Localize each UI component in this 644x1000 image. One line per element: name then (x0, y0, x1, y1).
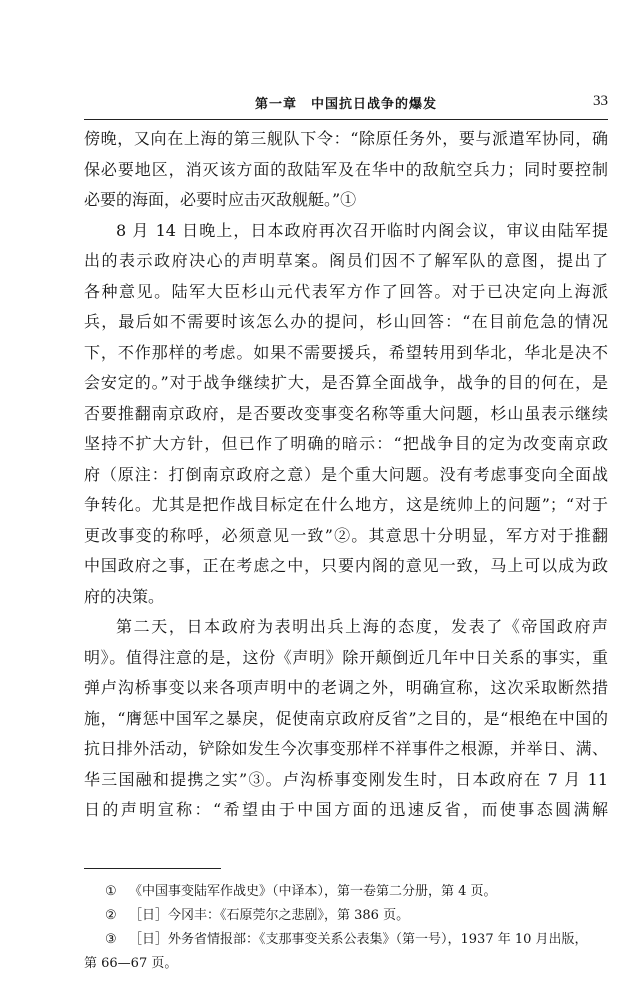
text-line: 兵，最后如不需要时该怎么办的提问，杉山回答：“在目前危急的情况 (84, 312, 608, 331)
footnote-text: 《中国事变陆军作战史》（中译本），第一卷第二分册，第 4 页。 (129, 884, 497, 899)
text-line: 中国政府之事，正在考虑之中，只要内阁的意见一致，马上可以成为政 (84, 556, 608, 575)
body-text (84, 124, 608, 826)
footnote-text: ［日］外务省情报部：《支那事变关系公表集》（第一号），1937 年 10 月出版， (129, 932, 588, 947)
text-line: 府（原注：打倒南京政府之意）是个重大问题。没有考虑事变向全面战 (84, 464, 608, 484)
text-line: 日的声明宣称：“希望由于中国方面的迅速反省，而使事态圆满解 (84, 800, 608, 819)
text-line: 第二天，日本政府为表明出兵上海的态度，发表了《帝国政府声 (116, 617, 608, 636)
text-line: 下，不作那样的考虑。如果不需要援兵，希望转用到华北，华北是决不 (84, 342, 608, 362)
footnote-item (84, 880, 608, 904)
text-line: 争转化。尤其是把作战目标定在什么地方，这是统帅上的问题”；“对于 (84, 495, 608, 514)
footnote-marker: ③ (105, 932, 117, 947)
running-header (84, 93, 608, 115)
text-line: 保必要地区，消灭该方面的敌陆军及在华中的敌航空兵力；同时要控制 (84, 159, 608, 179)
text-line: 必要的海面，必要时应击灭敌舰艇。”① (84, 190, 357, 209)
text-line: 抗日排外活动，铲除如发生今次事变那样不祥事件之根源，并举日、满、 (84, 739, 608, 758)
text-line: 否要推翻南京政府，是否要改变事变名称等重大问题，杉山虽表示继续 (84, 403, 608, 423)
text-line: 出的表示政府决心的声明草案。阁员们因不了解军队的意图，提出了 (84, 251, 608, 270)
footnote-item (84, 928, 608, 952)
page-number: 33 (593, 93, 608, 109)
text-line: 更改事变的称呼，必须意见一致”②。其意思十分明显，军方对于推翻 (84, 525, 608, 545)
text-line: 弹卢沟桥事变以来各项声明中的老调之外，明确宣称，这次采取断然措 (84, 678, 608, 697)
footnotes (84, 880, 608, 976)
text-line: 傍晚，又向在上海的第三舰队下令：“除原任务外，要与派遣军协同，确 (84, 129, 608, 148)
text-line: 各种意见。陆军大臣杉山元代表军方作了回答。对于已决定向上海派 (84, 281, 608, 301)
footnote-continuation: 第 66—67 页。 (84, 956, 178, 971)
footnote-item (84, 904, 608, 928)
text-line: 会安定的。”对于战争继续扩大，是否算全面战争，战争的目的何在，是 (84, 373, 608, 392)
text-line: 施，“膺惩中国军之暴戾，促使南京政府反省”之目的，是“根绝在中国的 (84, 708, 608, 728)
footnote-divider (84, 868, 221, 869)
text-line: 坚持不扩大方针，但已作了明确的暗示：“把战争目的定为改变南京政 (84, 434, 608, 453)
footnote-text: ［日］今冈丰：《石原莞尔之悲剧》，第 386 页。 (129, 908, 410, 923)
chapter-title: 第一章 中国抗日战争的爆发 (254, 97, 437, 112)
text-line: 华三国融和提携之实”③。卢沟桥事变刚发生时，日本政府在 7 月 11 (84, 769, 608, 789)
footnote-marker: ① (105, 884, 117, 899)
text-line: 府的决策。 (84, 586, 165, 606)
header-divider (84, 119, 608, 120)
text-line: 明》。值得注意的是，这份《声明》除开颠倒近几年中日关系的事实，重 (84, 647, 608, 667)
footnote-marker: ② (105, 908, 117, 923)
text-line: 8 月 14 日晚上，日本政府再次召开临时内阁会议，审议由陆军提 (116, 220, 608, 240)
